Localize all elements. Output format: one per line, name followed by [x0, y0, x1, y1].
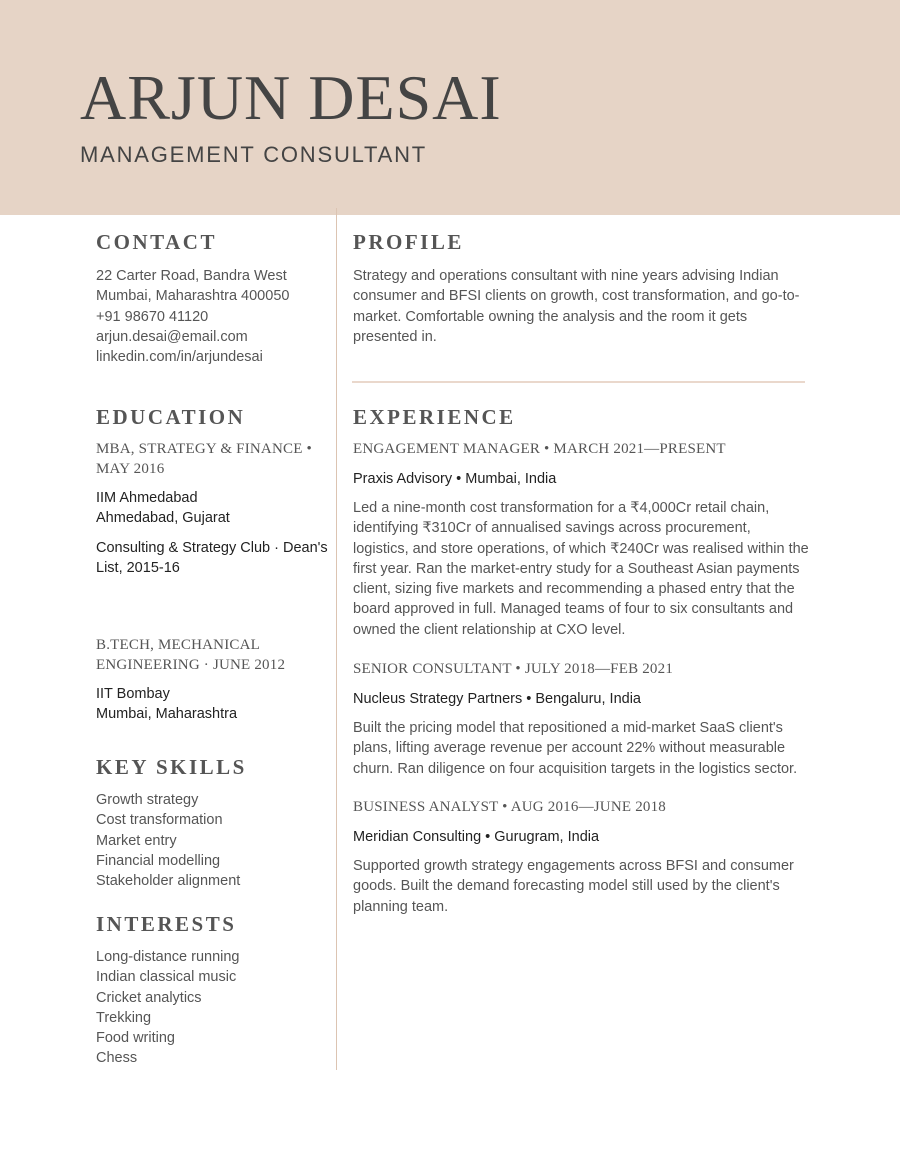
interests-heading: INTERESTS	[96, 912, 237, 936]
job-company: Praxis Advisory • Mumbai, India	[353, 471, 557, 487]
job-company: Nucleus Strategy Partners • Bengaluru, India	[353, 691, 641, 707]
profile-summary: Strategy and operations consultant with nine years advising Indian consumer and BFSI clients on growth, cost transformation, and go-to-market. Comfortable owning the analysis and the room it gets presented in.	[353, 268, 800, 345]
interest-item: Cricket analytics	[96, 989, 202, 1006]
education-entry	[96, 684, 237, 725]
job-description: Supported growth strategy engagements across BFSI and consumer goods. Built the demand forecasting model still used by the client's planning team.	[353, 858, 794, 915]
interests-list	[96, 947, 240, 1069]
interest-item: Food writing	[96, 1030, 175, 1047]
job-title: BUSINESS ANALYST • AUG 2016—JUNE 2018	[353, 799, 666, 815]
skill-item: Financial modelling	[96, 852, 221, 869]
interest-item: Trekking	[96, 1009, 152, 1026]
skill-item: Stakeholder alignment	[96, 873, 241, 890]
column-divider	[336, 208, 337, 1070]
contact-heading: CONTACT	[96, 230, 217, 254]
contact-linkedin[interactable]: linkedin.com/in/arjundesai	[96, 349, 263, 366]
header-band	[0, 0, 900, 215]
education-honors	[96, 538, 336, 579]
education-location: Mumbai, Maharashtra	[96, 706, 238, 723]
education-note: Consulting & Strategy Club · Dean's List, 2015-16	[96, 540, 328, 577]
skill-item: Growth strategy	[96, 792, 199, 808]
job-title: SENIOR CONSULTANT • JULY 2018—FEB 2021	[353, 661, 674, 677]
candidate-role: MANAGEMENT CONSULTANT	[80, 142, 428, 167]
education-institution: IIT Bombay	[96, 686, 170, 702]
interest-item: Chess	[96, 1050, 138, 1067]
education-heading: EDUCATION	[96, 405, 246, 429]
interest-item: Indian classical music	[96, 969, 237, 986]
education-degree: MBA, STRATEGY & FINANCE • MAY 2016	[96, 441, 312, 477]
education-entry	[96, 488, 230, 529]
profile-heading: PROFILE	[353, 230, 464, 254]
skill-item: Market entry	[96, 832, 177, 849]
experience-heading: EXPERIENCE	[353, 405, 516, 429]
job-title: ENGAGEMENT MANAGER • MARCH 2021—PRESENT	[353, 441, 726, 457]
contact-email[interactable]: arjun.desai@email.com	[96, 328, 248, 345]
job-company: Meridian Consulting • Gurugram, India	[353, 829, 600, 845]
job-description: Built the pricing model that repositioned a mid-market SaaS client's plans, lifting average revenue per account 22% without measurable churn. Ran diligence on four acquisition targets in the logistics sector.	[353, 720, 798, 777]
education-location: Ahmedabad, Gujarat	[96, 510, 230, 527]
candidate-name: ARJUN DESAI	[80, 62, 502, 133]
education-institution: IIM Ahmedabad	[96, 490, 198, 506]
skill-item: Cost transformation	[96, 812, 223, 829]
contact-details	[96, 266, 289, 367]
profile-divider	[352, 381, 805, 383]
education-degree: B.TECH, MECHANICAL ENGINEERING · JUNE 2012	[96, 637, 286, 673]
contact-address-line1: 22 Carter Road, Bandra West	[96, 268, 287, 284]
interest-item: Long-distance running	[96, 949, 240, 965]
contact-phone: +91 98670 41120	[96, 308, 209, 325]
job-description: Led a nine-month cost transformation for a ₹4,000Cr retail chain, identifying ₹310Cr of annualised savings across procurement, logistics, and store operations, of which ₹240Cr was realised within the first year. Ran the market-entry study for a Southeast Asian payments client, sizing five markets and recommending a phased entry that the board approved in full. Managed teams of four to six consultants and owned the client relationship at CXO level.	[353, 500, 809, 638]
skills-list	[96, 790, 240, 891]
contact-address-line2: Mumbai, Maharashtra 400050	[96, 288, 290, 305]
skills-heading: KEY SKILLS	[96, 755, 247, 779]
